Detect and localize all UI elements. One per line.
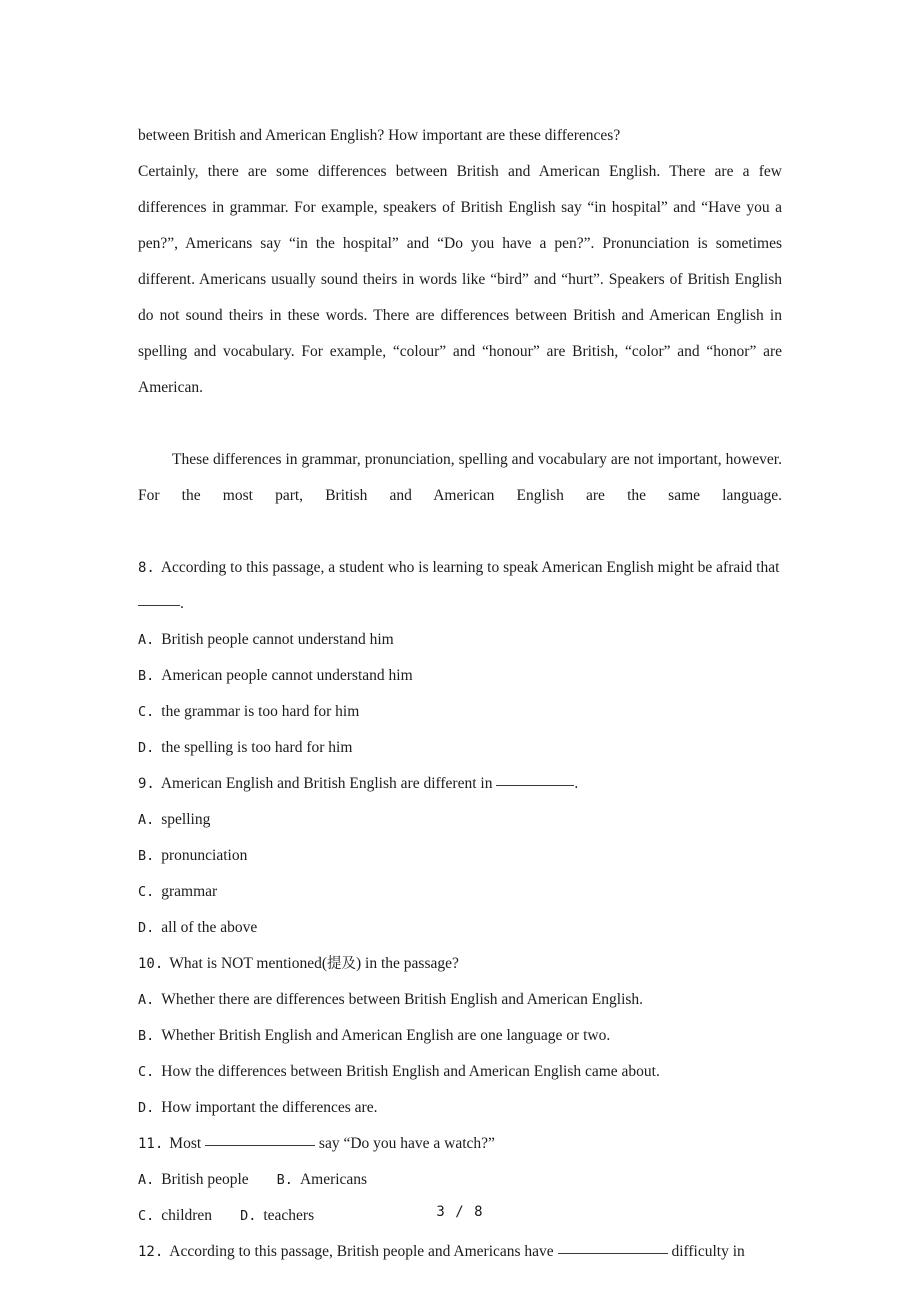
question-12-blank[interactable]: [558, 1253, 668, 1254]
option-text: spelling: [161, 811, 211, 828]
page-footer: 3 / 8: [436, 1204, 484, 1220]
question-10-option-d[interactable]: [138, 1090, 782, 1126]
question-9-stem: [138, 766, 782, 802]
question-10-number: 10.: [138, 956, 164, 972]
question-8-text: According to this passage, a student who is learning to speak American English might be afraid that: [160, 559, 780, 576]
option-text: all of the above: [161, 919, 258, 936]
question-8-stem: [138, 550, 782, 622]
question-11-options-row-1: [138, 1162, 782, 1198]
option-label: C.: [138, 704, 155, 720]
option-text: How important the differences are.: [161, 1099, 378, 1116]
option-label: B.: [138, 848, 155, 864]
question-11-option-d[interactable]: teachers: [263, 1207, 315, 1224]
question-11-text: Most: [169, 1135, 206, 1152]
question-8-option-d[interactable]: [138, 730, 782, 766]
question-12-text: According to this passage, British people and Americans have: [169, 1243, 558, 1260]
question-8-option-b[interactable]: [138, 658, 782, 694]
question-12-number: 12.: [138, 1244, 164, 1260]
option-text: pronunciation: [161, 847, 248, 864]
question-10-text: What is NOT mentioned(: [169, 955, 327, 972]
passage-paragraph-2: These differences in grammar, pronunciation, spelling and vocabulary are not important, however. For the most part, British and American English are the same language.: [138, 451, 782, 504]
question-9-text: American English and British English are different in: [160, 775, 497, 792]
option-text: grammar: [161, 883, 218, 900]
question-10-option-c[interactable]: [138, 1054, 782, 1090]
question-11-text-tail: say “Do you have a watch?”: [315, 1135, 495, 1152]
option-label: C.: [138, 1208, 155, 1224]
option-label: D.: [138, 740, 155, 756]
question-8-text-tail: .: [180, 595, 184, 612]
question-10-stem: [138, 946, 782, 982]
option-label: D.: [138, 1100, 155, 1116]
option-label: C.: [138, 1064, 155, 1080]
question-10-option-b[interactable]: [138, 1018, 782, 1054]
option-label: A.: [138, 992, 155, 1008]
question-10-option-a[interactable]: [138, 982, 782, 1018]
passage-paragraph-1: Certainly, there are some differences between British and American English. There are a few differences in grammar. For example, speakers of British English say “in hospital” and “Have you a pen?”, Americans say “in the hospital” and “Do you have a pen?”. Pronunciation is sometimes different. Americans usually sound theirs in words like “bird” and “hurt”. Speakers of British English do not sound theirs in these words. There are differences between British and American English in spelling and vocabulary. For example, “colour” and “honour” are British, “color” and “honor” are American.: [138, 163, 782, 396]
option-label: D.: [138, 920, 155, 936]
question-8-option-a[interactable]: [138, 622, 782, 658]
question-12-stem: [138, 1234, 782, 1270]
question-12-text-tail: difficulty in: [667, 1243, 745, 1260]
option-text: How the differences between British English and American English came about.: [161, 1063, 660, 1080]
passage-carryover-line: between British and American English? How important are these differences?: [138, 127, 621, 144]
question-9-option-a[interactable]: [138, 802, 782, 838]
question-11-option-c[interactable]: children: [161, 1207, 213, 1224]
option-label: A.: [138, 632, 155, 648]
question-9-blank[interactable]: [496, 785, 574, 786]
option-label: A.: [138, 812, 155, 828]
question-11-option-b[interactable]: Americans: [299, 1171, 368, 1188]
option-text: the grammar is too hard for him: [161, 703, 360, 720]
option-text: Whether there are differences between British English and American English.: [161, 991, 644, 1008]
page-content: [138, 118, 782, 1270]
option-label: B.: [138, 668, 155, 684]
question-10-text-tail: ) in the passage?: [356, 955, 459, 972]
option-text: British people cannot understand him: [161, 631, 394, 648]
option-label: A.: [138, 1172, 155, 1188]
option-text: Whether British English and American English are one language or two.: [161, 1027, 611, 1044]
question-9-number: 9.: [138, 776, 155, 792]
question-10-gloss-cjk: 提及: [327, 956, 356, 972]
question-11-blank[interactable]: [205, 1145, 315, 1146]
question-9-option-d[interactable]: [138, 910, 782, 946]
option-text: the spelling is too hard for him: [161, 739, 353, 756]
option-label: D.: [240, 1208, 257, 1224]
option-text: American people cannot understand him: [161, 667, 413, 684]
question-11-stem: [138, 1126, 782, 1162]
question-9-option-c[interactable]: [138, 874, 782, 910]
option-label: B.: [138, 1028, 155, 1044]
question-11-option-a[interactable]: British people: [161, 1171, 249, 1188]
question-9-option-b[interactable]: [138, 838, 782, 874]
question-9-text-tail: .: [574, 775, 579, 792]
question-8-blank[interactable]: [138, 605, 180, 606]
option-label: B.: [276, 1172, 293, 1188]
question-11-number: 11.: [138, 1136, 164, 1152]
question-8-number: 8.: [138, 560, 155, 576]
option-label: C.: [138, 884, 155, 900]
question-8-option-c[interactable]: [138, 694, 782, 730]
